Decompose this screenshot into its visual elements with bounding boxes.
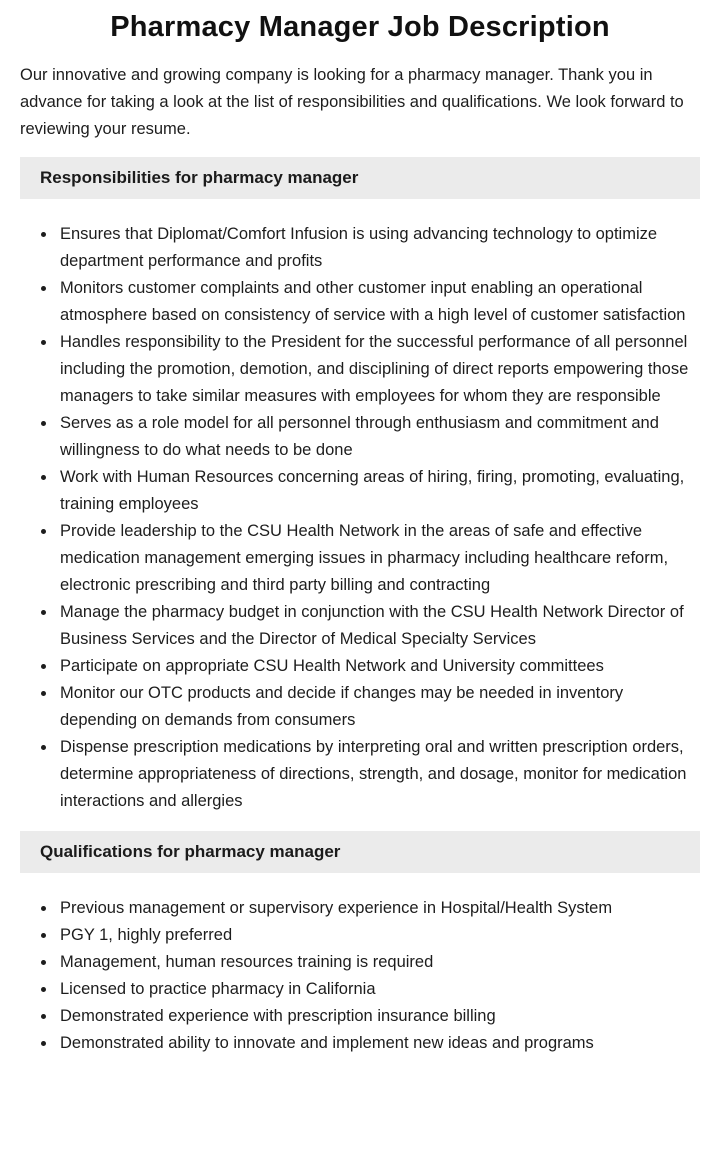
list-item: Previous management or supervisory experience in Hospital/Health System [40,895,700,922]
list-item: Demonstrated ability to innovate and implement new ideas and programs [40,1030,700,1057]
list-item: Management, human resources training is required [40,949,700,976]
qualifications-section-heading: Qualifications for pharmacy manager [20,831,700,873]
responsibilities-list [20,221,700,815]
qualifications-list [20,895,700,1057]
list-item: Serves as a role model for all personnel through enthusiasm and commitment and willingness to do what needs to be done [40,410,700,464]
list-item: Ensures that Diplomat/Comfort Infusion is using advancing technology to optimize department performance and profits [40,221,700,275]
list-item: Manage the pharmacy budget in conjunction with the CSU Health Network Director of Business Services and the Director of Medical Specialty Services [40,599,700,653]
list-item: Participate on appropriate CSU Health Network and University committees [40,653,700,680]
list-item: Monitors customer complaints and other customer input enabling an operational atmosphere based on consistency of service with a high level of customer satisfaction [40,275,700,329]
list-item: Dispense prescription medications by interpreting oral and written prescription orders, determine appropriateness of directions, strength, and dosage, monitor for medication interactions and allergies [40,734,700,815]
responsibilities-section-heading: Responsibilities for pharmacy manager [20,157,700,199]
list-item: Licensed to practice pharmacy in California [40,976,700,1003]
list-item: Monitor our OTC products and decide if changes may be needed in inventory depending on demands from consumers [40,680,700,734]
list-item: Demonstrated experience with prescription insurance billing [40,1003,700,1030]
list-item: PGY 1, highly preferred [40,922,700,949]
page-title: Pharmacy Manager Job Description [110,11,610,43]
job-description-page [0,8,720,1057]
intro-paragraph: Our innovative and growing company is looking for a pharmacy manager. Thank you in advance for taking a look at the list of responsibilities and qualifications. We look forward to reviewing your resume. [20,66,684,138]
list-item: Handles responsibility to the President for the successful performance of all personnel including the promotion, demotion, and disciplining of direct reports empowering those managers to take similar measures with employees for whom they are responsible [40,329,700,410]
list-item: Work with Human Resources concerning areas of hiring, firing, promoting, evaluating, training employees [40,464,700,518]
list-item: Provide leadership to the CSU Health Network in the areas of safe and effective medication management emerging issues in pharmacy including healthcare reform, electronic prescribing and third party billing and contracting [40,518,700,599]
